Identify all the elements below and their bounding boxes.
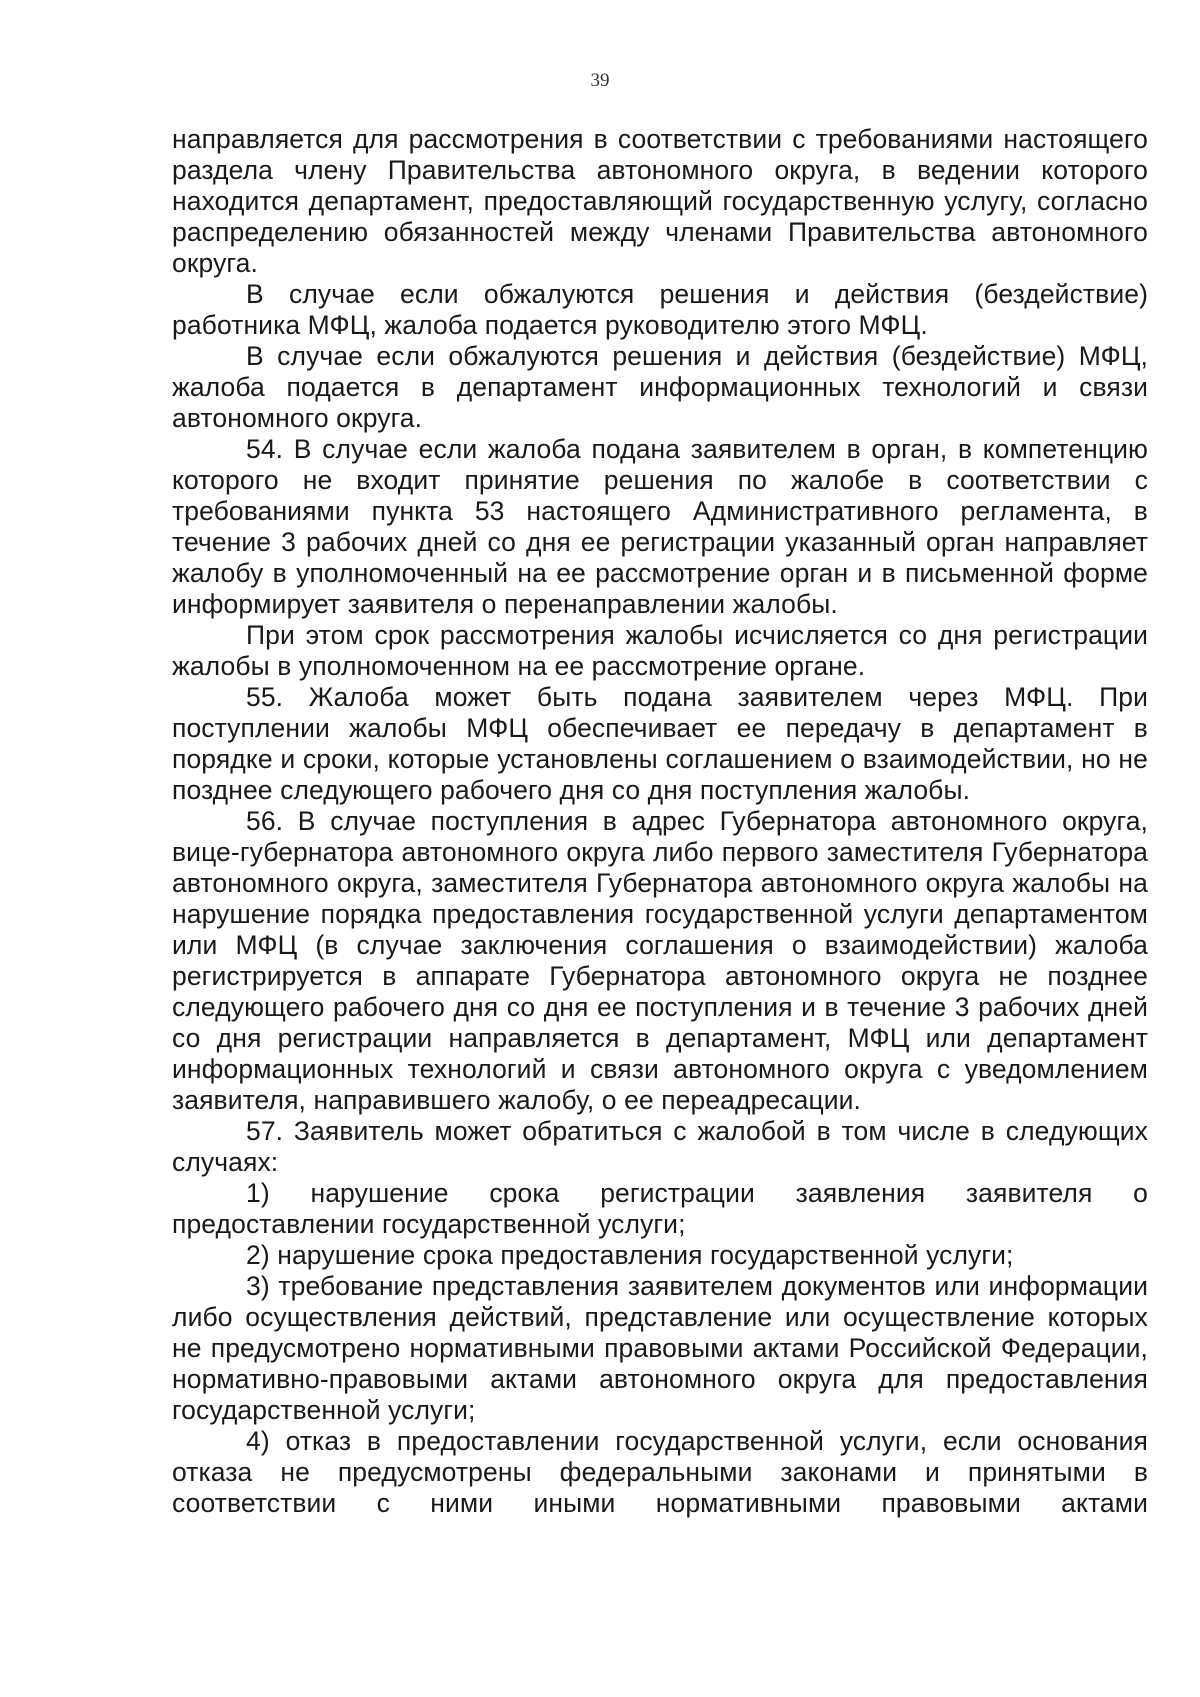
paragraph-mfc-complaint: В случае если обжалуются решения и действия (бездействие) МФЦ, жалоба подается в департамент информационных технологий и связи автономного округа. (172, 341, 1148, 433)
paragraph-review-period: При этом срок рассмотрения жалобы исчисляется со дня регистрации жалобы в уполномоченном на ее рассмотрение органе. (172, 620, 1148, 681)
list-item-2: 2) нарушение срока предоставления государственной услуги; (246, 1240, 1014, 1270)
page-number: 39 (590, 70, 610, 91)
paragraph-item-54: 54. В случае если жалоба подана заявителем в орган, в компетенцию которого не входит принятие решения по жалобе в соответствии с требованиями пункта 53 настоящего Административного регламента, в течение 3 рабочих дней со дня ее регистрации указанный орган направляет жалобу в уполномоченный на ее рассмотрение орган и в письменной форме информирует заявителя о перенаправлении жалобы. (172, 434, 1148, 619)
list-item-4: 4) отказ в предоставлении государственной услуги, если основания отказа не предусмотрены федеральными законами и принятыми в соответствии с ними иными нормативными правовыми актами (172, 1426, 1148, 1518)
paragraph-item-55: 55. Жалоба может быть подана заявителем через МФЦ. При поступлении жалобы МФЦ обеспечивает ее передачу в департамент в порядке и сроки, которые установлены соглашением о взаимодействии, но не позднее следующего рабочего дня со дня поступления жалобы. (172, 682, 1148, 805)
paragraph-mfc-employee-complaint: В случае если обжалуются решения и действия (бездействие) работника МФЦ, жалоба подается руководителю этого МФЦ. (172, 279, 1148, 340)
list-item-1: 1) нарушение срока регистрации заявления заявителя о предоставлении государственной услуги; (172, 1178, 1148, 1239)
paragraph-item-56: 56. В случае поступления в адрес Губернатора автономного округа, вице-губернатора автономного округа либо первого заместителя Губернатора автономного округа, заместителя Губернатора автономного округа жалобы на нарушение порядка предоставления государственной услуги департаментом или МФЦ (в случае заключения соглашения о взаимодействии) жалоба регистрируется в аппарате Губернатора автономного округа не позднее следующего рабочего дня со дня ее поступления и в течение 3 рабочих дней со дня регистрации направляется в департамент, МФЦ или департамент информационных технологий и связи автономного округа с уведомлением заявителя, направившего жалобу, о ее переадресации. (172, 806, 1148, 1115)
paragraph-item-57: 57. Заявитель может обратиться с жалобой в том числе в следующих случаях: (172, 1116, 1148, 1177)
paragraph-continuation: направляется для рассмотрения в соответствии с требованиями настоящего раздела члену Правительства автономного округа, в ведении которого находится департамент, предоставляющий государственную услугу, согласно распределению обязанностей между членами Правительства автономного округа. (172, 124, 1148, 278)
list-item-3: 3) требование представления заявителем документов или информации либо осуществления действий, представление или осуществление которых не предусмотрено нормативными правовыми актами Российской Федерации, нормативно-правовыми актами автономного округа для предоставления государственной услуги; (172, 1271, 1148, 1425)
document-body (172, 124, 1148, 1519)
